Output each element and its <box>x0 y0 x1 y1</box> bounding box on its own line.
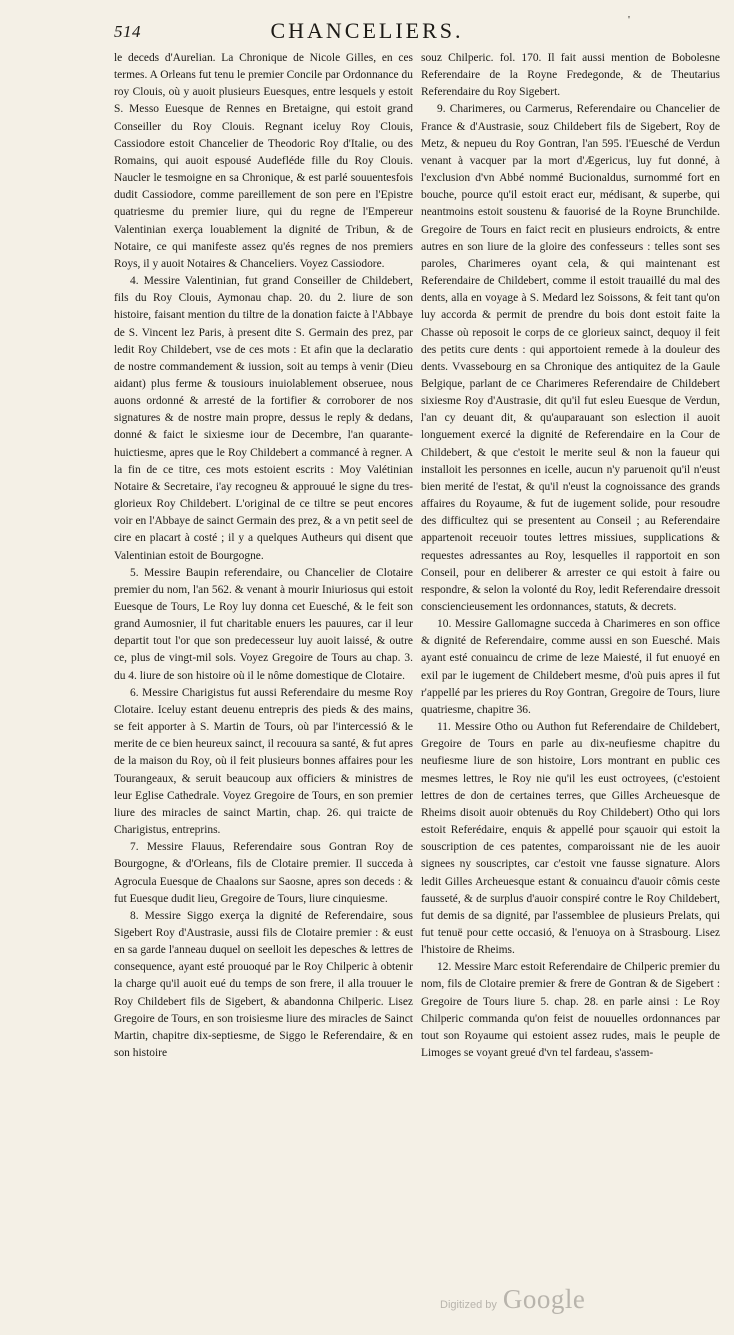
paragraph: 10. Messire Gallomagne succeda à Charimeres en son office & dignité de Referendaire, comme aussi en son Euesché. Mais ayant esté conuaincu de crime de leze Maiesté, il fut enuoyé en exil par le iugement de Childebert mesme, d'où puis apres il fut r'appellé par les prieres du Roy Gontran, Gregoire de Tours, liure quatriesme, chapitre 36. <box>421 618 720 716</box>
page-number: 514 <box>114 22 141 41</box>
right-column <box>421 50 720 1062</box>
running-header: CHANCELIERS. <box>270 18 464 43</box>
paragraph: souz Chilperic. fol. 170. Il fait aussi mention de Bobolesne Referendaire de la Royne Fredegonde, & de Theutarius Referendaire du Roy Sigebert. <box>421 52 720 99</box>
paragraph: 12. Messire Marc estoit Referendaire de Chilperic premier du nom, fils de Clotaire premier & frere de Gontran & de Sigebert : Gregoire de Tours liure 5. chap. 28. en parle ainsi : Le Roy Chilperic commanda qu'on feist de nouuelles ordonnances par tout son Royaume qui estoient assez rudes, mais le peuple de Limoges se voyant greué d'vn tel fardeau, s'assem- <box>421 961 720 1060</box>
paragraph: 6. Messire Charigistus fut aussi Referendaire du mesme Roy Clotaire. Iceluy estant deuenu entrepris des pieds & des mains, se feit apporter à S. Martin de Tours, où par l'intercessió & le merite de ce bien heureux sainct, il recouura sa santé, & fut apres de la maison du Roy, où il feit plusieurs bonnes affaires pour les Tourangeaux, & seruit beaucoup aux officiers & ministres de leur Eglise Cathedrale. Voyez Gregoire de Tours, en son premier liure des miracles de sainct Martin, chap. 26. qui traicte de Charigistus, entreprins. <box>114 686 413 837</box>
paragraph: 9. Charimeres, ou Carmerus, Referendaire ou Chancelier de France & d'Austrasie, souz Childebert fils de Sigebert, Roy de Metz, & nepueu du Roy Gontran, l'an 595. l'Euesché de Verdun venant à vacquer par la mort d'Ægericus, luy fut donné, à l'exclusion d'vn Abbé nommé Bucionaldus, surnommé fort en bouche, pource qu'il estoit eract eur, médisant, & superbe, qui neantmoins estoit soustenu & fauorisé de la Royne Brunchilde. Gregoire de Tours en faict recit en plusieurs endroicts, & entre autres en son liure de la gloire des confesseurs : telles sont ses paroles, Charimeres oyant cela, & qui maintenant est Referendaire de Childebert, comme il estoit trauaillé du mal des dents, alla en voyage à S. Medard lez Soissons, & feit tant qu'on luy accorda & permit de prendre du bois dont estoit faite la Chasse où reposoit le corps de ce glorieux sainct, dequoy il feit des petits cure dents : qui apportoient remede à la douleur des dents. Vvassebourg en sa Chronique des antiquitez de la Gaule Belgique, parlant de ce Charimeres Referendaire de Childebert sixiesme Roy d'Austrasie, dit qu'il fut esleu Euesque de Verdun, l'an cy deuant dit, & qu'auparauant son eslection il auoit longuement exercé la dignité de Referendaire en la Cour de Childebert, & que c'estoit le merite seul & non la faueur qui installoit les personnes en icelle, aucun n'y paruenoit qu'il n'eust bien merité de l'estat, & qu'il n'eust la cognoissance des grands affaires du Royaume, & fut de iugement solide, pour resoudre des difficultez qui se presentent au Conseil ; au Referendaire appartenoit receuoir toutes lettres missiues, supplications & requestes adressantes au Roy, lesquelles il rapportoit en son Conseil, pour en deliberer & arrester ce qui estoit à faire ou respondre, & selon la volonté du Roy, ledit Referendaire dressoit consciencieusement les ordonnances, statuts, & decrets. <box>421 103 720 613</box>
watermark-caption: Digitized by <box>440 1299 497 1311</box>
margin-mark: ' <box>628 14 630 26</box>
google-logo: Google <box>502 1284 586 1314</box>
paragraph: 8. Messire Siggo exerça la dignité de Referendaire, sous Sigebert Roy d'Austrasie, aussi fils de Clotaire premier : & eust en sa garde l'anneau duquel on seelloit les depesches & lettres de consequence, ayant esté prouoqué par le Roy Chilperic à obtenir la charge qu'il auoit eué du temps de son frere, il alla trouuer le Roy Childebert fils de Sigebert, & abandonna Chilperic. Lisez Gregoire de Tours, en son troisiesme liure des miracles de Sainct Martin, chapitre dix-septiesme, de Siggo le Referendaire, & en son histoire <box>114 909 413 1060</box>
paragraph: le deceds d'Aurelian. La Chronique de Nicole Gilles, en ces termes. A Orleans fut tenu le premier Concile par Ordonnance du roy Clouis, où y auoit plusieurs Euesques, entre lesquels y estoit S. Messo Euesque de Rennes en Bretaigne, qui estoit grand Conseiller du Roy Clouis. Regnant iceluy Roy Clouis, Cassiodore estoit Chancelier de Theodoric Roy d'Italie, ou des Romains, qui auoit espousé Audefléde fille du Roy Clouis. Naucler le tesmoigne en sa Chronique, & est parlé souuentesfois dudit Cassiodore, comme pareillement de son pere en l'Epistre quatriesme du premier liure, qui du regne de l'Empereur Valentinian exerça louablement la dignité de Tribun, & de Notaire, ce qui manifeste assez qu'és regnes de nos premiers Roys, il y auoit Notaires & Chanceliers. Voyez Cassiodore. <box>114 52 413 270</box>
paragraph: 7. Messire Flauus, Referendaire sous Gontran Roy de Bourgogne, & d'Orleans, fils de Clotaire premier. Il succeda à Agrocula Euesque de Chaalons sur Saosne, apres son deceds : & fut Euesque dudit lieu, Gregoire de Tours, liure cinquiesme. <box>114 841 413 905</box>
left-column <box>114 50 413 1062</box>
paragraph: 5. Messire Baupin referendaire, ou Chancelier de Clotaire premier du nom, l'an 562. & venant à mourir Iniuriosus qui estoit Euesque de Tours, Le Roy luy donna cet Euesché, & le feit son grand Aumosnier, il fut charitable enuers les pauures, car il leur departit tout l'or que son predecesseur luy auoit laissé, & outre ce, plus de vingt-mil sols. Voyez Gregoire de Tours au chap. 3. du 4. liure de son histoire où il le nôme domestique de Clotaire. <box>114 566 413 682</box>
paragraph: 4. Messire Valentinian, fut grand Conseiller de Childebert, fils du Roy Clouis, Aymonau chap. 20. du 2. liure de son histoire, faisant mention du tiltre de la donation faicte à l'Abbaye de S. Vincent lez Paris, à present dite S. Germain des prez, par ledit Roy Childebert, vse de ces mots : Et afin que la declaratio de nostre commandement & iussion, soit au temps à venir (Dieu aidant) plus ferme & tousiours inuiolablement obseruee, nous auons ordonné & arresté de la fortifier & corroborer de nos signatures & de nostre main propre, dessus le reply & dedans, donné & faict le sixiesme iour de Decembre, l'an quarante-huictiesme, apres que le Roy Childebert a commancé à regner. A la fin de ce titre, ces mots estoient escrits : Moy Valétinian Notaire & Secretaire, i'ay recogneu & approuué le signe du tres-glorieux Roy Childebert. L'original de ce tiltre se peut encores voir en l'Abbaye de sainct Germain des prez, & a vn petit seel de cire en placart à costé ; il y a quelques Autheurs qui disent que Valentinian estoit de Bourgogne. <box>114 275 413 562</box>
digitized-watermark <box>440 1284 585 1315</box>
paragraph: 11. Messire Otho ou Authon fut Referendaire de Childebert, Gregoire de Tours en parle au dix-neufiesme chapitre du neufiesme liure de son histoire, Lors montrant en public ces mesmes lettres, le Roy nie qu'il les eust octroyees, (c'estoient lettres de don de certaines terres, que Gilles Archeuesque de Rheims disoit auoir obtenuës du Roy Childebert) Otho qui lors estoit Referédaire, enquis & appellé pour sçauoir qui estoit la souscription de ces patentes, comparoissant nie de les auoir signees ny souscriptes, car c'estoit vne fausse signature. Alors ledit Gilles Archeuesque estant & conuaincu d'auoir cômis ceste fausseté, & de surplus d'auoir conspiré contre le Roy Childebert, fut demis de sa dignité, par l'assemblee de plusieurs Prelats, qui fut tenuë pour cette occasió, & l'enuoya on à Strasbourg. Lisez l'histoire de Rheims. <box>421 721 720 957</box>
